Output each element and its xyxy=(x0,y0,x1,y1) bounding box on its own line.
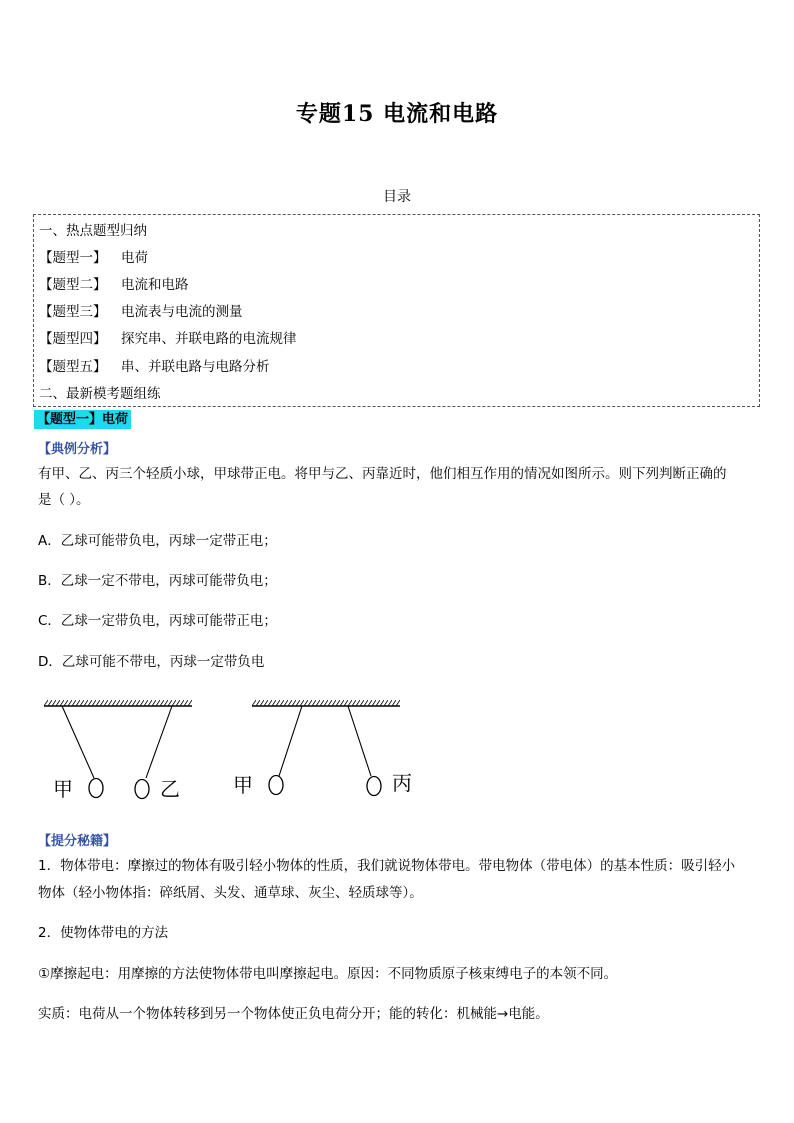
toc-item-text: 串、并联电路与电路分析 xyxy=(121,359,270,375)
option-d: D．乙球可能不带电，丙球一定带负电 xyxy=(38,654,265,670)
toc-item-tag: 【题型一】 xyxy=(39,250,107,266)
toc-item-5[interactable] xyxy=(39,355,270,375)
toc-item-text: 电荷 xyxy=(121,250,148,266)
ball-left-b xyxy=(135,780,149,799)
toc-item-4[interactable] xyxy=(39,327,297,347)
toc-item-3[interactable] xyxy=(39,300,243,320)
toc-section-2[interactable]: 二、最新模考题组练 xyxy=(39,386,161,402)
ball-left-a xyxy=(89,779,103,798)
example-heading: 【典例分析】 xyxy=(38,442,117,457)
toc-item-tag: 【题型三】 xyxy=(39,304,107,320)
toc-item-text: 探究串、并联电路的电流规律 xyxy=(121,331,297,347)
tips-p1-line-1: 1．物体带电：摩擦过的物体有吸引轻小物体的性质，我们就说物体带电。带电物体（带电体）的基本性质：吸引轻小 xyxy=(38,858,736,874)
tips-p1-line-2: 物体（轻小物体指：碎纸屑、头发、通草球、灰尘、轻质球等）。 xyxy=(38,885,423,901)
string-right-b xyxy=(348,706,371,776)
left-ceiling xyxy=(44,700,192,706)
page-title: 专题15 电流和电路 xyxy=(295,101,499,127)
toc-heading: 目录 xyxy=(383,189,411,205)
option-a: A．乙球可能带负电，丙球一定带正电； xyxy=(38,533,277,549)
option-b: B．乙球一定不带电，丙球可能带负电； xyxy=(38,573,277,589)
tips-p2: 2．使物体带电的方法 xyxy=(38,925,169,941)
ball-right-b xyxy=(367,777,381,796)
question-line-2: 是（ ）。 xyxy=(38,492,90,508)
tips-p4: 实质：电荷从一个物体转移到另一个物体使正负电荷分开；能的转化：机械能→电能。 xyxy=(38,1006,549,1022)
label-right-a: 甲 xyxy=(233,773,253,797)
question-line-1: 有甲、乙、丙三个轻质小球，甲球带正电。将甲与乙、丙靠近时，他们相互作用的情况如图所示。则下列判断正确的 xyxy=(38,466,727,482)
option-c: C．乙球一定带负电，丙球可能带正电； xyxy=(38,613,277,629)
toc-item-tag: 【题型五】 xyxy=(39,359,107,375)
ball-right-a xyxy=(269,776,283,795)
string-left-a xyxy=(62,706,94,778)
toc-item-text: 电流表与电流的测量 xyxy=(121,304,243,320)
tips-p3: ①摩擦起电：用摩擦的方法使物体带电叫摩擦起电。原因：不同物质原子核束缚电子的本领不同。 xyxy=(38,966,618,982)
toc-item-tag: 【题型二】 xyxy=(39,277,107,293)
toc-item-tag: 【题型四】 xyxy=(39,331,107,347)
toc-item-1[interactable] xyxy=(39,246,148,266)
label-right-b: 丙 xyxy=(392,771,412,795)
label-left-a: 甲 xyxy=(53,777,73,801)
toc-item-text: 电流和电路 xyxy=(121,277,189,293)
toc-item-2[interactable] xyxy=(39,273,189,293)
question-type-tag: 【题型一】电荷 xyxy=(34,410,131,429)
string-right-a xyxy=(279,706,302,776)
tips-heading: 【提分秘籍】 xyxy=(38,834,117,849)
string-left-b xyxy=(146,706,172,778)
pendulum-figure xyxy=(40,694,420,812)
toc-section-1[interactable]: 一、热点题型归纳 xyxy=(39,223,147,239)
right-ceiling xyxy=(252,700,400,706)
label-left-b: 乙 xyxy=(160,777,180,801)
